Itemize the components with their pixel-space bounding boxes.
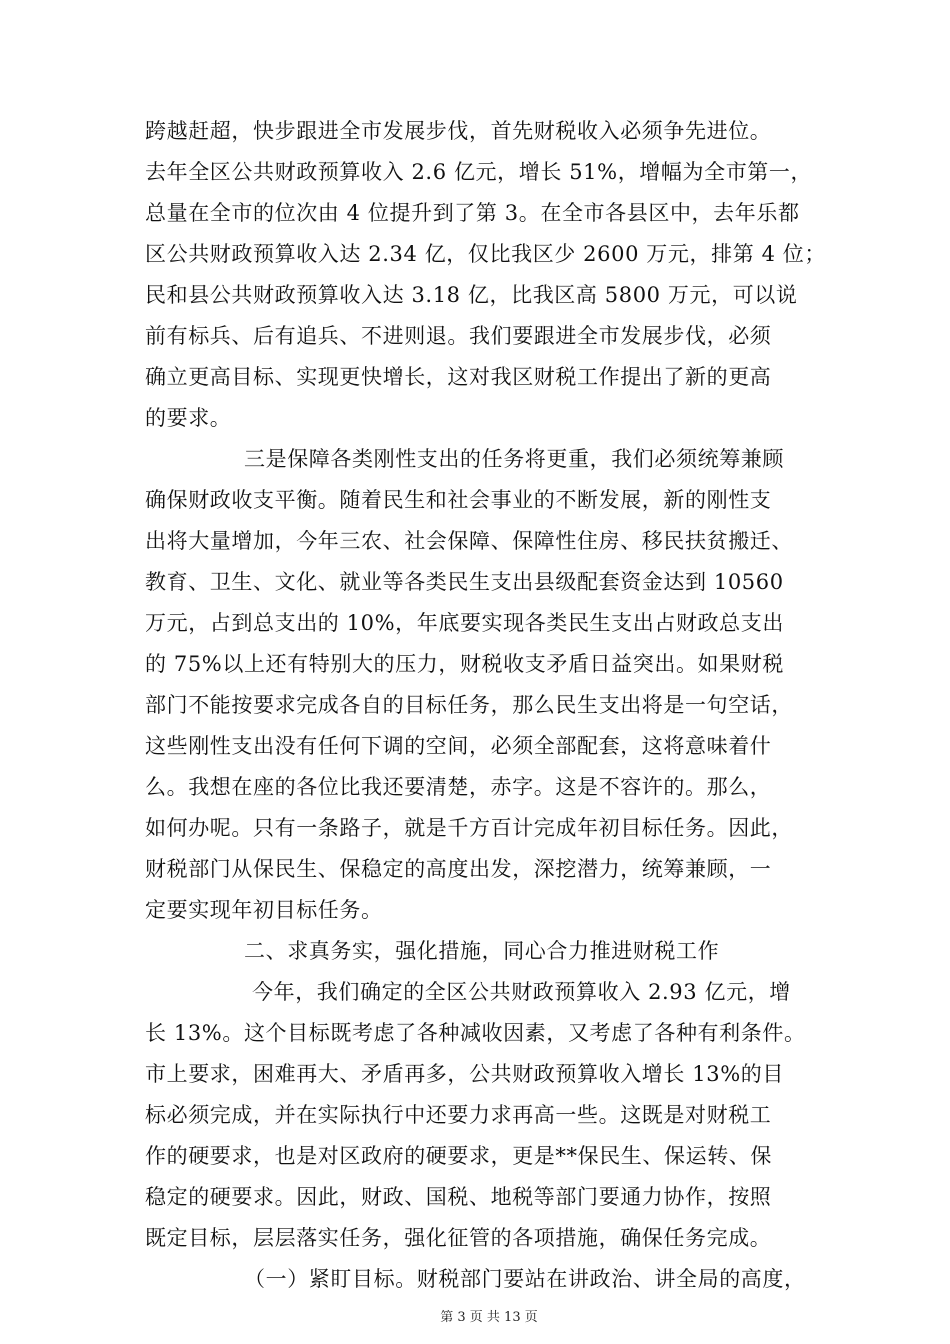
text-line: 区公共财政预算收入达 2.34 亿，仅比我区少 2600 万元，排第 4 位； xyxy=(145,242,827,266)
text-line: 市上要求，困难再大、矛盾再多，公共财政预算收入增长 13%的目 xyxy=(145,1062,784,1086)
text-line: 稳定的硬要求。因此，财政、国税、地税等部门要通力协作，按照 xyxy=(145,1185,772,1209)
text-line: 这些刚性支出没有任何下调的空间，必须全部配套，这将意味着什 xyxy=(145,734,772,758)
text-line: 定要实现年初目标任务。 xyxy=(145,898,383,922)
text-line: 前有标兵、后有追兵、不进则退。我们要跟进全市发展步伐，必须 xyxy=(145,324,772,348)
text-line: 既定目标，层层落实任务，强化征管的各项措施，确保任务完成。 xyxy=(145,1226,772,1250)
text-line: 去年全区公共财政预算收入 2.6 亿元，增长 51%，增幅为全市第一， xyxy=(145,160,813,184)
text-line: 出将大量增加，今年三农、社会保障、保障性住房、移民扶贫搬迁、 xyxy=(145,529,793,553)
page-number-footer: 第 3 页 共 13 页 xyxy=(440,1310,538,1325)
text-line: 标必须完成，并在实际执行中还要力求再高一些。这既是对财税工 xyxy=(145,1103,772,1127)
text-line: 部门不能按要求完成各自的目标任务，那么民生支出将是一句空话， xyxy=(145,693,793,717)
text-line: 的 75%以上还有特别大的压力，财税收支矛盾日益突出。如果财税 xyxy=(145,652,784,676)
text-line: 跨越赶超，快步跟进全市发展步伐，首先财税收入必须争先进位。 xyxy=(145,119,772,143)
text-line: 如何办呢。只有一条路子，就是千方百计完成年初目标任务。因此， xyxy=(145,816,793,840)
text-line: 民和县公共财政预算收入达 3.18 亿，比我区高 5800 万元，可以说 xyxy=(145,283,798,307)
text-line: 作的硬要求，也是对区政府的硬要求，更是**保民生、保运转、保 xyxy=(145,1144,772,1168)
text-line: 总量在全市的位次由 4 位提升到了第 3。在全市各县区中，去年乐都 xyxy=(145,201,800,225)
text-line: 确保财政收支平衡。随着民生和社会事业的不断发展，新的刚性支 xyxy=(145,488,772,512)
paragraph-start-line: 三是保障各类刚性支出的任务将更重，我们必须统筹兼顾 xyxy=(244,447,784,471)
text-line: 确立更高目标、实现更快增长，这对我区财税工作提出了新的更高 xyxy=(145,365,772,389)
text-line: 教育、卫生、文化、就业等各类民生支出县级配套资金达到 10560 xyxy=(145,570,784,594)
section-heading: 二、求真务实，强化措施，同心合力推进财税工作 xyxy=(244,939,720,963)
text-line: 长 13%。这个目标既考虑了各种减收因素，又考虑了各种有利条件。 xyxy=(145,1021,806,1045)
text-line: 的要求。 xyxy=(145,406,232,430)
paragraph-start-line: （一）紧盯目标。财税部门要站在讲政治、讲全局的高度， xyxy=(244,1267,806,1291)
text-line: 财税部门从保民生、保稳定的高度出发，深挖潜力，统筹兼顾，一 xyxy=(145,857,772,881)
text-line: 万元，占到总支出的 10%，年底要实现各类民生支出占财政总支出 xyxy=(145,611,784,635)
text-line: 么。我想在座的各位比我还要清楚，赤字。这是不容许的。那么， xyxy=(145,775,772,799)
paragraph-start-line: 今年，我们确定的全区公共财政预算收入 2.93 亿元，增 xyxy=(252,980,791,1004)
